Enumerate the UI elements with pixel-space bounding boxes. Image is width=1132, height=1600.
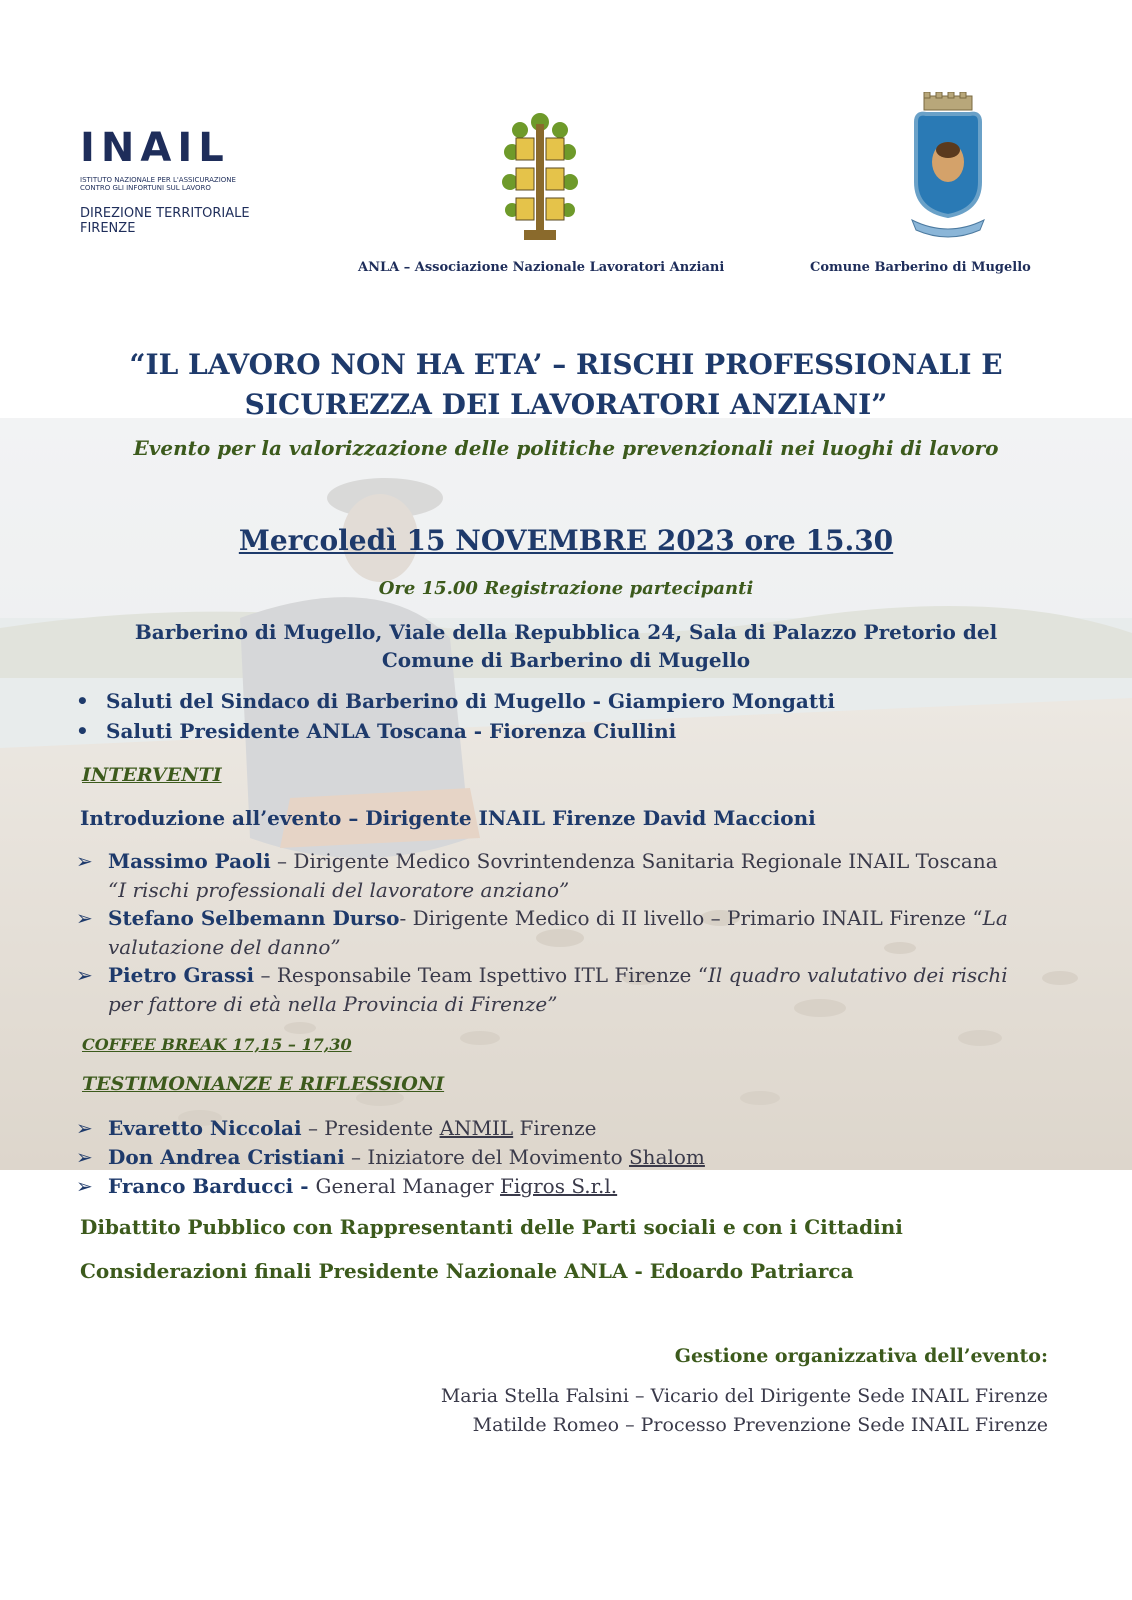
testimonial-sep: -	[293, 1174, 316, 1198]
speaker-role: – Dirigente Medico Sovrintendenza Sanitaria Regionale INAIL Toscana	[270, 849, 998, 873]
speaker-talk: La	[982, 906, 1008, 930]
speaker-talk: Il quadro valutativo dei rischi	[707, 963, 1008, 987]
registration-time: Ore 15.00 Registrazione partecipanti	[378, 578, 754, 599]
inail-logo-subtitle: ISTITUTO NAZIONALE PER L'ASSICURAZIONE CONTRO GLI INFORTUNI SUL LAVORO	[80, 176, 236, 192]
testimonial-org: Figros S.r.l.	[500, 1174, 618, 1198]
speaker-item	[76, 904, 1066, 962]
testimonial-name: Don Andrea Cristiani	[108, 1145, 345, 1169]
bullet-icon: •	[76, 719, 89, 743]
arrow-bullet-icon: ➢	[76, 849, 93, 873]
testimonial-role: General Manager	[315, 1174, 501, 1198]
section-interventi: INTERVENTI	[82, 764, 222, 786]
greeting-text: Saluti del Sindaco di Barberino di Mugello - Giampiero Mongatti	[106, 689, 835, 713]
anla-caption: ANLA – Associazione Nazionale Lavoratori Anziani	[358, 260, 725, 275]
speaker-name: Massimo Paoli	[108, 849, 271, 873]
testimonial-item	[76, 1114, 1066, 1143]
arrow-bullet-icon: ➢	[76, 963, 93, 987]
arrow-bullet-icon: ➢	[76, 906, 93, 930]
event-title-line2: SICUREZZA DEI LAVORATORI ANZIANI”	[244, 388, 888, 421]
event-subtitle: Evento per la valorizzazione delle politiche prevenzionali nei luoghi di lavoro	[133, 436, 999, 460]
debate-line: Dibattito Pubblico con Rappresentanti delle Parti sociali e con i Cittadini	[80, 1215, 903, 1239]
testimonial-name: Franco Barducci	[108, 1174, 294, 1198]
speaker-talk: valutazione del danno”	[108, 935, 341, 959]
event-title	[0, 345, 1132, 425]
event-place-line1: Barberino di Mugello, Viale della Repubblica 24, Sala di Palazzo Pretorio del	[134, 620, 998, 644]
speaker-name: Stefano Selbemann Durso	[108, 906, 400, 930]
coffee-break: COFFEE BREAK 17,15 – 17,30	[82, 1035, 352, 1054]
speaker-name: Pietro Grassi	[108, 963, 255, 987]
testimonial-item	[76, 1143, 1066, 1172]
speaker-talk: per fattore di età nella Provincia di Firenze”	[108, 992, 558, 1016]
speaker-role: - Dirigente Medico di II livello – Primario INAIL Firenze “	[399, 906, 983, 930]
intro-line: Introduzione all’evento – Dirigente INAIL Firenze David Maccioni	[80, 806, 816, 830]
event-date: Mercoledì 15 NOVEMBRE 2023 ore 15.30	[238, 524, 894, 557]
testimonial-after: Firenze	[513, 1116, 597, 1140]
testimonial-org: Shalom	[628, 1145, 705, 1169]
greeting-item	[76, 689, 835, 713]
event-title-line1: “IL LAVORO NON HA ETA’ – RISCHI PROFESSIONALI E	[129, 348, 1003, 381]
testimonial-org: ANMIL	[439, 1116, 514, 1140]
organization-line1: Maria Stella Falsini – Vicario del Dirigente Sede INAIL Firenze	[440, 1385, 1048, 1407]
speaker-role: – Responsabile Team Ispettivo ITL Firenze “	[254, 963, 708, 987]
inail-direzione: DIREZIONE TERRITORIALE	[80, 206, 250, 221]
comune-crest-logo	[906, 92, 990, 246]
speaker-talk: “I rischi professionali del lavoratore anziano”	[108, 878, 570, 902]
speaker-item	[76, 961, 1066, 1019]
organization-heading: Gestione organizzativa dell’evento:	[674, 1345, 1048, 1367]
testimonial-role: – Presidente	[301, 1116, 440, 1140]
event-place-line2: Comune di Barberino di Mugello	[381, 648, 751, 672]
event-place	[0, 618, 1132, 674]
testimonial-item	[76, 1172, 1066, 1201]
inail-logo-text: INAIL	[80, 125, 230, 171]
inail-city: FIRENZE	[80, 221, 136, 236]
organization-line2: Matilde Romeo – Processo Prevenzione Sede INAIL Firenze	[472, 1414, 1048, 1436]
arrow-bullet-icon: ➢	[76, 1174, 93, 1198]
testimonial-role: – Iniziatore del Movimento	[344, 1145, 629, 1169]
closing-line: Considerazioni finali Presidente Nazionale ANLA - Edoardo Patriarca	[80, 1259, 854, 1283]
greeting-item	[76, 719, 676, 743]
bullet-icon: •	[76, 689, 89, 713]
inail-logo	[80, 125, 260, 236]
testimonial-name: Evaretto Niccolai	[108, 1116, 302, 1140]
greeting-text: Saluti Presidente ANLA Toscana - Fiorenza Ciullini	[106, 719, 677, 743]
speaker-item	[76, 847, 1066, 905]
anla-tree-logo	[500, 112, 580, 246]
arrow-bullet-icon: ➢	[76, 1145, 93, 1169]
comune-caption: Comune Barberino di Mugello	[810, 260, 1031, 275]
arrow-bullet-icon: ➢	[76, 1116, 93, 1140]
section-testimonianze: TESTIMONIANZE E RIFLESSIONI	[82, 1073, 445, 1095]
